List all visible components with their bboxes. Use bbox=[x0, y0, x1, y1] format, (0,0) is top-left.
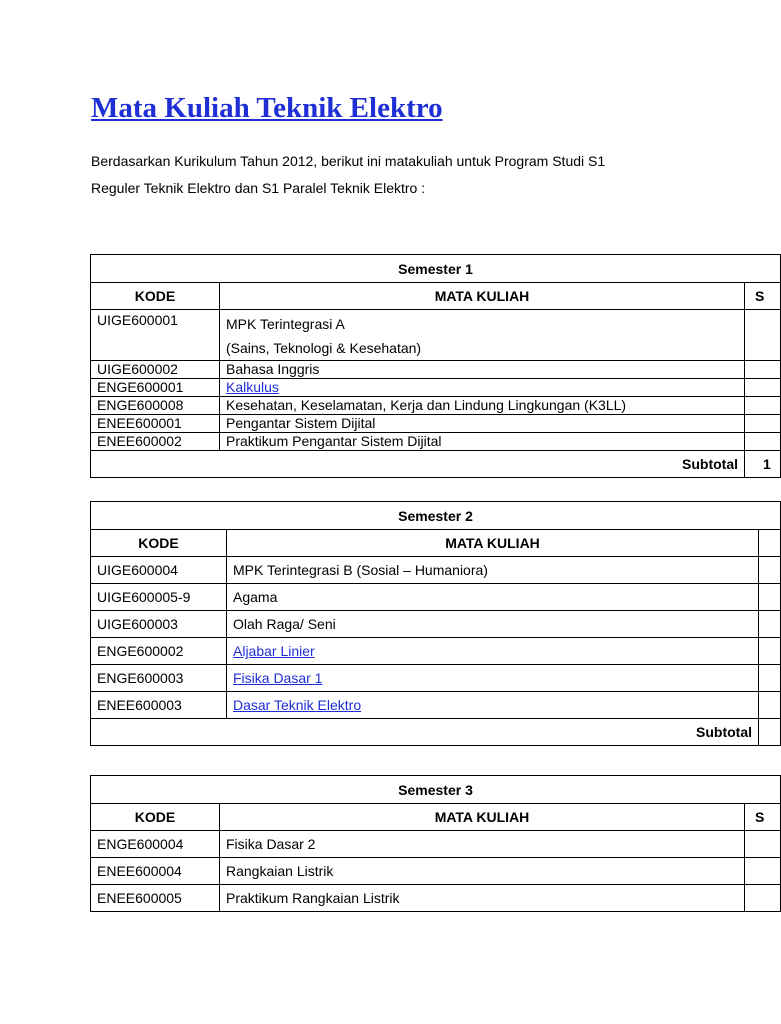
row-kode: ENGE600008 bbox=[91, 397, 220, 415]
row-mata-kuliah: Rangkaian Listrik bbox=[220, 858, 745, 885]
subtotal-value bbox=[759, 719, 781, 746]
row-kode: UIGE600005-9 bbox=[91, 584, 227, 611]
row-kode: ENEE600002 bbox=[91, 433, 220, 451]
row-sks bbox=[759, 665, 781, 692]
row-sks bbox=[745, 858, 781, 885]
row-mata-kuliah: Praktikum Rangkaian Listrik bbox=[220, 885, 745, 912]
row-kode: UIGE600001 bbox=[91, 310, 220, 361]
row-mata-kuliah: Agama bbox=[227, 584, 759, 611]
subtotal-value: 1 bbox=[745, 451, 781, 478]
row-kode: ENEE600001 bbox=[91, 415, 220, 433]
row-sks bbox=[745, 397, 781, 415]
semester-3-heading: Semester 3 bbox=[91, 776, 781, 804]
col-mata-kuliah-header: MATA KULIAH bbox=[220, 804, 745, 831]
row-mata-kuliah bbox=[227, 692, 759, 719]
row-sks bbox=[745, 433, 781, 451]
intro-line-2: Reguler Teknik Elektro dan S1 Paralel Teknik Elektro : bbox=[91, 180, 426, 196]
row-sks bbox=[745, 415, 781, 433]
intro-line-1: Berdasarkan Kurikulum Tahun 2012, berikut ini matakuliah untuk Program Studi S1 bbox=[91, 153, 606, 169]
row-sks bbox=[759, 611, 781, 638]
row-sks bbox=[745, 885, 781, 912]
row-mata-kuliah-line1: MPK Terintegrasi A bbox=[226, 316, 345, 332]
row-mata-kuliah: MPK Terintegrasi B (Sosial – Humaniora) bbox=[227, 557, 759, 584]
course-link-aljabar-linier[interactable]: Aljabar Linier bbox=[233, 643, 315, 659]
col-kode-header: KODE bbox=[91, 530, 227, 557]
semester-2-heading: Semester 2 bbox=[91, 502, 781, 530]
col-kode-header: KODE bbox=[91, 804, 220, 831]
row-mata-kuliah: Bahasa Inggris bbox=[220, 361, 745, 379]
col-mata-kuliah-header: MATA KULIAH bbox=[227, 530, 759, 557]
col-sks-header: S bbox=[745, 283, 781, 310]
row-kode: UIGE600003 bbox=[91, 611, 227, 638]
row-kode: ENEE600003 bbox=[91, 692, 227, 719]
row-mata-kuliah-line2: (Sains, Teknologi & Kesehatan) bbox=[226, 340, 422, 356]
row-sks bbox=[759, 638, 781, 665]
subtotal-label: Subtotal bbox=[91, 451, 745, 478]
semester-3-table bbox=[90, 775, 781, 912]
row-kode: ENEE600004 bbox=[91, 858, 220, 885]
col-sks-header bbox=[759, 530, 781, 557]
row-mata-kuliah: Kesehatan, Keselamatan, Kerja dan Lindung Lingkungan (K3LL) bbox=[220, 397, 745, 415]
row-sks bbox=[745, 379, 781, 397]
col-kode-header: KODE bbox=[91, 283, 220, 310]
course-link-dasar-teknik-elektro[interactable]: Dasar Teknik Elektro bbox=[233, 697, 362, 713]
row-sks bbox=[759, 557, 781, 584]
semester-1-heading: Semester 1 bbox=[91, 255, 781, 283]
subtotal-label: Subtotal bbox=[91, 719, 759, 746]
row-mata-kuliah: Pengantar Sistem Dijital bbox=[220, 415, 745, 433]
col-mata-kuliah-header: MATA KULIAH bbox=[220, 283, 745, 310]
row-mata-kuliah bbox=[220, 379, 745, 397]
row-sks bbox=[745, 831, 781, 858]
course-link-kalkulus[interactable]: Kalkulus bbox=[226, 379, 279, 395]
row-mata-kuliah bbox=[227, 638, 759, 665]
page-title[interactable]: Mata Kuliah Teknik Elektro bbox=[91, 92, 443, 124]
row-mata-kuliah bbox=[227, 665, 759, 692]
row-kode: ENEE600005 bbox=[91, 885, 220, 912]
row-mata-kuliah: Fisika Dasar 2 bbox=[220, 831, 745, 858]
row-kode: UIGE600004 bbox=[91, 557, 227, 584]
row-sks bbox=[759, 692, 781, 719]
row-sks bbox=[745, 310, 781, 361]
row-sks bbox=[745, 361, 781, 379]
row-kode: ENGE600004 bbox=[91, 831, 220, 858]
intro-paragraph bbox=[91, 148, 751, 202]
row-kode: ENGE600002 bbox=[91, 638, 227, 665]
semester-2-table bbox=[90, 501, 781, 746]
row-mata-kuliah bbox=[220, 310, 745, 361]
row-kode: ENGE600003 bbox=[91, 665, 227, 692]
row-mata-kuliah: Olah Raga/ Seni bbox=[227, 611, 759, 638]
col-sks-header: S bbox=[745, 804, 781, 831]
row-kode: UIGE600002 bbox=[91, 361, 220, 379]
semester-1-table bbox=[90, 254, 781, 478]
row-mata-kuliah: Praktikum Pengantar Sistem Dijital bbox=[220, 433, 745, 451]
row-kode: ENGE600001 bbox=[91, 379, 220, 397]
row-sks bbox=[759, 584, 781, 611]
course-link-fisika-dasar-1[interactable]: Fisika Dasar 1 bbox=[233, 670, 323, 686]
